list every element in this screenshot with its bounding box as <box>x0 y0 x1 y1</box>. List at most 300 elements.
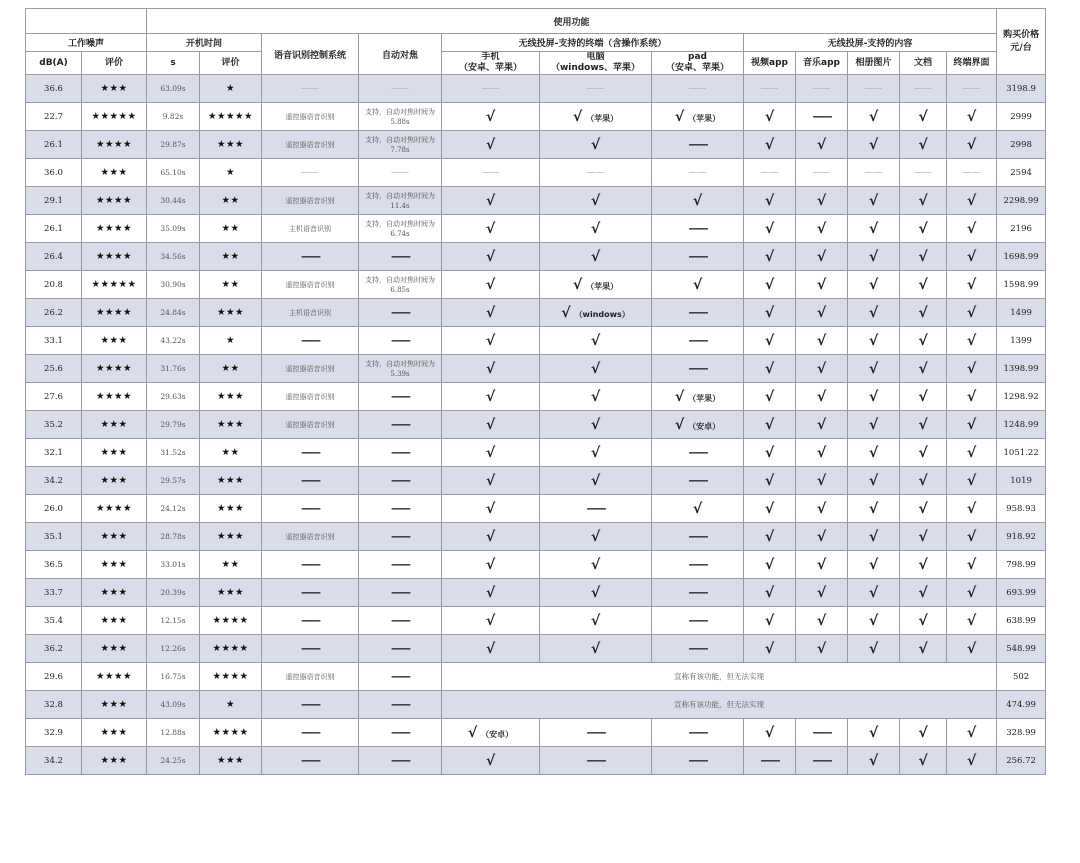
check-mark: √ <box>572 108 583 125</box>
boot-time: 35.09s <box>147 215 200 243</box>
content-terminal-ui: √ <box>947 579 997 607</box>
content-video-app: √ <box>744 439 796 467</box>
noise-db: 36.5 <box>26 551 82 579</box>
noise-rating: ★★★★ <box>82 299 147 327</box>
content-video-app: √ <box>744 355 796 383</box>
content-document: —— <box>900 75 947 103</box>
content-music-app: √ <box>796 439 848 467</box>
price: 1051.22 <box>997 439 1046 467</box>
content-music-app: √ <box>796 131 848 159</box>
noise-rating: ★★★★ <box>82 215 147 243</box>
boot-rating: ★★★ <box>200 747 262 775</box>
voice-control: —— <box>262 579 359 607</box>
price: 1499 <box>997 299 1046 327</box>
content-album: √ <box>848 719 900 747</box>
boot-time: 65.10s <box>147 159 200 187</box>
content-terminal-ui: √ <box>947 299 997 327</box>
check-mark: √ <box>467 724 478 741</box>
noise-db: 32.8 <box>26 691 82 719</box>
boot-rating: ★★ <box>200 439 262 467</box>
check-note: （windows） <box>574 309 630 319</box>
price: 256.72 <box>997 747 1046 775</box>
boot-rating: ★★★★ <box>200 607 262 635</box>
noise-rating: ★★★ <box>82 439 147 467</box>
boot-time: 12.88s <box>147 719 200 747</box>
voice-control: —— <box>262 243 359 271</box>
autofocus: —— <box>359 439 442 467</box>
autofocus: 支持，自动对焦时间为5.88s <box>359 103 442 131</box>
boot-rating: ★★★★ <box>200 635 262 663</box>
content-terminal-ui: √ <box>947 103 997 131</box>
content-document: √ <box>900 467 947 495</box>
boot-rating: ★★★★ <box>200 719 262 747</box>
boot-time: 20.39s <box>147 579 200 607</box>
autofocus: 支持，自动对焦时间为6.74s <box>359 215 442 243</box>
boot-rating: ★★★ <box>200 579 262 607</box>
table-row <box>26 383 1046 411</box>
support-pc: √ <box>540 551 652 579</box>
content-music-app: √ <box>796 271 848 299</box>
content-album: √ <box>848 355 900 383</box>
content-document: √ <box>900 411 947 439</box>
support-pad: —— <box>652 635 744 663</box>
header-boot: 开机时间 <box>147 34 262 52</box>
price: 548.99 <box>997 635 1046 663</box>
content-document: √ <box>900 271 947 299</box>
support-pad: √ <box>652 495 744 523</box>
table-row <box>26 551 1046 579</box>
voice-control: —— <box>262 327 359 355</box>
check-note: （苹果） <box>586 281 619 291</box>
content-video-app: √ <box>744 327 796 355</box>
content-terminal-ui: √ <box>947 355 997 383</box>
boot-rating: ★★ <box>200 551 262 579</box>
content-document: √ <box>900 747 947 775</box>
table-row <box>26 439 1046 467</box>
support-pc: —— <box>540 495 652 523</box>
support-phone: √ <box>442 131 540 159</box>
content-album: —— <box>848 159 900 187</box>
price: 2594 <box>997 159 1046 187</box>
header-voice: 语音识别控制系统 <box>262 34 359 75</box>
boot-rating: ★★ <box>200 271 262 299</box>
content-album: √ <box>848 523 900 551</box>
content-video-app: √ <box>744 131 796 159</box>
price: 2999 <box>997 103 1046 131</box>
header-document: 文档 <box>900 52 947 75</box>
content-document: √ <box>900 187 947 215</box>
check-mark: √ <box>572 276 583 293</box>
check-note: （苹果） <box>688 113 721 123</box>
content-video-app: √ <box>744 383 796 411</box>
support-pc: √ <box>540 355 652 383</box>
noise-db: 36.0 <box>26 159 82 187</box>
autofocus: 支持，自动对焦时间为5.39s <box>359 355 442 383</box>
content-video-app: √ <box>744 579 796 607</box>
voice-control: —— <box>262 159 359 187</box>
content-video-app: √ <box>744 215 796 243</box>
table-row <box>26 635 1046 663</box>
content-terminal-ui: √ <box>947 271 997 299</box>
boot-rating: ★★ <box>200 243 262 271</box>
header-pc <box>540 52 652 75</box>
content-video-app: √ <box>744 551 796 579</box>
noise-rating: ★★★★★ <box>82 103 147 131</box>
content-document: √ <box>900 607 947 635</box>
table-body <box>26 75 1046 775</box>
content-terminal-ui: √ <box>947 747 997 775</box>
boot-time: 31.52s <box>147 439 200 467</box>
content-album: √ <box>848 383 900 411</box>
content-document: —— <box>900 159 947 187</box>
content-music-app: —— <box>796 747 848 775</box>
voice-control: 主机语音识别 <box>262 215 359 243</box>
support-phone: √ <box>442 551 540 579</box>
boot-rating: ★★★★★ <box>200 103 262 131</box>
support-pc: √ <box>540 523 652 551</box>
header-db: dB(A) <box>26 52 82 75</box>
voice-control: —— <box>262 635 359 663</box>
support-pc: √ <box>540 411 652 439</box>
support-pad: —— <box>652 75 744 103</box>
header-noise: 工作噪声 <box>26 34 147 52</box>
voice-control: 遥控器语音识别 <box>262 663 359 691</box>
header-usage: 使用功能 <box>147 9 997 34</box>
content-album: √ <box>848 747 900 775</box>
boot-time: 63.09s <box>147 75 200 103</box>
support-pc: √ <box>540 131 652 159</box>
noise-db: 35.1 <box>26 523 82 551</box>
content-album: √ <box>848 467 900 495</box>
support-pc: —— <box>540 747 652 775</box>
merged-note: 宣称有该功能，但无法实现 <box>442 691 997 719</box>
support-pad: —— <box>652 159 744 187</box>
voice-control: 遥控器语音识别 <box>262 271 359 299</box>
support-pad: —— <box>652 607 744 635</box>
noise-rating: ★★★ <box>82 747 147 775</box>
content-video-app: √ <box>744 411 796 439</box>
table-header <box>26 9 1046 75</box>
noise-db: 26.1 <box>26 215 82 243</box>
table-row <box>26 103 1046 131</box>
noise-rating: ★★★ <box>82 523 147 551</box>
noise-rating: ★★★ <box>82 411 147 439</box>
header-price-unit: 元/台 <box>1010 42 1032 53</box>
content-music-app: √ <box>796 299 848 327</box>
content-album: √ <box>848 131 900 159</box>
content-terminal-ui: —— <box>947 159 997 187</box>
boot-rating: ★★★ <box>200 467 262 495</box>
voice-control: —— <box>262 719 359 747</box>
support-phone: √ <box>442 607 540 635</box>
support-pad: √ <box>652 187 744 215</box>
boot-time: 12.26s <box>147 635 200 663</box>
content-video-app: √ <box>744 635 796 663</box>
price: 328.99 <box>997 719 1046 747</box>
boot-time: 12.15s <box>147 607 200 635</box>
support-pad: —— <box>652 551 744 579</box>
price: 2998 <box>997 131 1046 159</box>
header-boot-rating: 评价 <box>200 52 262 75</box>
voice-control: 遥控器语音识别 <box>262 411 359 439</box>
content-terminal-ui: √ <box>947 523 997 551</box>
price: 1248.99 <box>997 411 1046 439</box>
support-pc: √ <box>540 439 652 467</box>
support-pad: —— <box>652 131 744 159</box>
projector-comparison-table <box>25 8 1046 775</box>
autofocus: —— <box>359 663 442 691</box>
price: 1598.99 <box>997 271 1046 299</box>
table-row <box>26 299 1046 327</box>
support-phone: √ <box>442 635 540 663</box>
table-row <box>26 215 1046 243</box>
support-pad: √ <box>652 271 744 299</box>
table-row <box>26 271 1046 299</box>
header-noise-rating: 评价 <box>82 52 147 75</box>
boot-rating: ★★★ <box>200 523 262 551</box>
noise-rating: ★★★ <box>82 327 147 355</box>
header-terminal-ui: 终端界面 <box>947 52 997 75</box>
boot-rating: ★★ <box>200 187 262 215</box>
noise-rating: ★★★★ <box>82 663 147 691</box>
autofocus: —— <box>359 551 442 579</box>
boot-time: 43.22s <box>147 327 200 355</box>
content-terminal-ui: —— <box>947 75 997 103</box>
content-terminal-ui: √ <box>947 411 997 439</box>
autofocus: 支持，自动对焦时间为7.78s <box>359 131 442 159</box>
boot-rating: ★★★ <box>200 299 262 327</box>
voice-control: 遥控器语音识别 <box>262 383 359 411</box>
table-row <box>26 607 1046 635</box>
content-video-app: √ <box>744 607 796 635</box>
price: 1298.92 <box>997 383 1046 411</box>
voice-control: 遥控器语音识别 <box>262 187 359 215</box>
boot-rating: ★★ <box>200 215 262 243</box>
content-video-app: √ <box>744 719 796 747</box>
support-phone: √ <box>442 187 540 215</box>
content-album: √ <box>848 439 900 467</box>
table-row <box>26 75 1046 103</box>
support-phone: —— <box>442 159 540 187</box>
table-row <box>26 747 1046 775</box>
table-row <box>26 495 1046 523</box>
content-album: √ <box>848 299 900 327</box>
voice-control: —— <box>262 691 359 719</box>
support-pad <box>652 103 744 131</box>
noise-db: 27.6 <box>26 383 82 411</box>
check-mark: √ <box>674 416 685 433</box>
header-music-app: 音乐app <box>796 52 848 75</box>
header-content: 无线投屏-支持的内容 <box>744 34 997 52</box>
support-phone: √ <box>442 523 540 551</box>
content-terminal-ui: √ <box>947 551 997 579</box>
content-terminal-ui: √ <box>947 467 997 495</box>
content-music-app: √ <box>796 215 848 243</box>
autofocus: —— <box>359 691 442 719</box>
content-album: √ <box>848 635 900 663</box>
voice-control: —— <box>262 607 359 635</box>
autofocus: —— <box>359 747 442 775</box>
content-album: √ <box>848 579 900 607</box>
content-document: √ <box>900 327 947 355</box>
support-pc: √ <box>540 243 652 271</box>
boot-rating: ★ <box>200 691 262 719</box>
price: 2298.99 <box>997 187 1046 215</box>
table-row <box>26 579 1046 607</box>
noise-rating: ★★★ <box>82 635 147 663</box>
content-terminal-ui: √ <box>947 187 997 215</box>
boot-rating: ★★★★ <box>200 663 262 691</box>
noise-db: 20.8 <box>26 271 82 299</box>
support-pc: —— <box>540 75 652 103</box>
table-row <box>26 355 1046 383</box>
autofocus: —— <box>359 467 442 495</box>
content-music-app: —— <box>796 719 848 747</box>
content-album: √ <box>848 215 900 243</box>
support-pad: —— <box>652 747 744 775</box>
noise-rating: ★★★★ <box>82 355 147 383</box>
content-terminal-ui: √ <box>947 243 997 271</box>
boot-time: 9.82s <box>147 103 200 131</box>
content-terminal-ui: √ <box>947 607 997 635</box>
noise-db: 29.1 <box>26 187 82 215</box>
price: 1698.99 <box>997 243 1046 271</box>
support-phone: √ <box>442 103 540 131</box>
content-terminal-ui: √ <box>947 719 997 747</box>
voice-control: 遥控器语音识别 <box>262 103 359 131</box>
content-album: √ <box>848 607 900 635</box>
boot-rating: ★★★ <box>200 495 262 523</box>
voice-control: 主机语音识别 <box>262 299 359 327</box>
autofocus: —— <box>359 607 442 635</box>
boot-time: 24.12s <box>147 495 200 523</box>
check-mark: √ <box>674 108 685 125</box>
content-album: √ <box>848 103 900 131</box>
noise-rating: ★★★ <box>82 607 147 635</box>
content-music-app: √ <box>796 355 848 383</box>
noise-rating: ★★★ <box>82 551 147 579</box>
content-music-app: √ <box>796 327 848 355</box>
header-blank-left <box>26 9 147 34</box>
boot-rating: ★★★ <box>200 411 262 439</box>
boot-time: 33.01s <box>147 551 200 579</box>
voice-control: —— <box>262 467 359 495</box>
autofocus: —— <box>359 719 442 747</box>
boot-time: 24.84s <box>147 299 200 327</box>
boot-rating: ★★★ <box>200 383 262 411</box>
autofocus: —— <box>359 411 442 439</box>
content-album: √ <box>848 411 900 439</box>
voice-control: —— <box>262 75 359 103</box>
noise-db: 29.6 <box>26 663 82 691</box>
header-pc-os: （windows、苹果） <box>550 63 641 73</box>
support-phone: √ <box>442 299 540 327</box>
support-pc: √ <box>540 327 652 355</box>
support-pad: —— <box>652 243 744 271</box>
content-video-app: √ <box>744 299 796 327</box>
voice-control: 遥控器语音识别 <box>262 355 359 383</box>
content-document: √ <box>900 551 947 579</box>
table-row <box>26 523 1046 551</box>
noise-db: 33.7 <box>26 579 82 607</box>
price: 638.99 <box>997 607 1046 635</box>
header-album: 相册图片 <box>848 52 900 75</box>
price: 958.93 <box>997 495 1046 523</box>
noise-db: 34.2 <box>26 747 82 775</box>
content-music-app: √ <box>796 187 848 215</box>
support-pc: √ <box>540 187 652 215</box>
price: 693.99 <box>997 579 1046 607</box>
support-phone: √ <box>442 747 540 775</box>
content-album: √ <box>848 271 900 299</box>
boot-time: 34.56s <box>147 243 200 271</box>
support-phone: √ <box>442 327 540 355</box>
price: 1399 <box>997 327 1046 355</box>
content-document: √ <box>900 131 947 159</box>
header-pc-label: 电脑 <box>586 52 605 62</box>
support-pad: —— <box>652 579 744 607</box>
boot-rating: ★ <box>200 75 262 103</box>
noise-rating: ★★★ <box>82 579 147 607</box>
boot-time: 29.63s <box>147 383 200 411</box>
support-pad: —— <box>652 327 744 355</box>
support-pad: —— <box>652 299 744 327</box>
autofocus: —— <box>359 383 442 411</box>
support-pc <box>540 299 652 327</box>
support-pc: √ <box>540 635 652 663</box>
header-pad <box>652 52 744 75</box>
support-phone: √ <box>442 579 540 607</box>
content-video-app: √ <box>744 467 796 495</box>
content-terminal-ui: √ <box>947 327 997 355</box>
support-pad: —— <box>652 719 744 747</box>
content-document: √ <box>900 439 947 467</box>
price: 502 <box>997 663 1046 691</box>
support-phone: √ <box>442 495 540 523</box>
noise-rating: ★★★ <box>82 691 147 719</box>
header-pad-label: pad <box>688 52 707 62</box>
autofocus: —— <box>359 635 442 663</box>
autofocus: —— <box>359 579 442 607</box>
content-document: √ <box>900 579 947 607</box>
noise-db: 22.7 <box>26 103 82 131</box>
content-video-app: √ <box>744 523 796 551</box>
header-price <box>997 9 1046 75</box>
content-video-app: —— <box>744 159 796 187</box>
content-music-app: √ <box>796 635 848 663</box>
header-phone-label: 手机 <box>481 52 500 62</box>
price: 918.92 <box>997 523 1046 551</box>
noise-db: 26.4 <box>26 243 82 271</box>
noise-rating: ★★★★ <box>82 131 147 159</box>
boot-time: 24.25s <box>147 747 200 775</box>
support-phone: √ <box>442 411 540 439</box>
noise-db: 36.6 <box>26 75 82 103</box>
header-phone <box>442 52 540 75</box>
content-video-app: √ <box>744 103 796 131</box>
support-phone: √ <box>442 383 540 411</box>
content-music-app: √ <box>796 243 848 271</box>
support-phone: √ <box>442 215 540 243</box>
price: 1398.99 <box>997 355 1046 383</box>
content-album: √ <box>848 243 900 271</box>
noise-db: 35.4 <box>26 607 82 635</box>
noise-db: 32.9 <box>26 719 82 747</box>
support-pc <box>540 103 652 131</box>
content-music-app: √ <box>796 551 848 579</box>
table-row <box>26 131 1046 159</box>
content-document: √ <box>900 719 947 747</box>
